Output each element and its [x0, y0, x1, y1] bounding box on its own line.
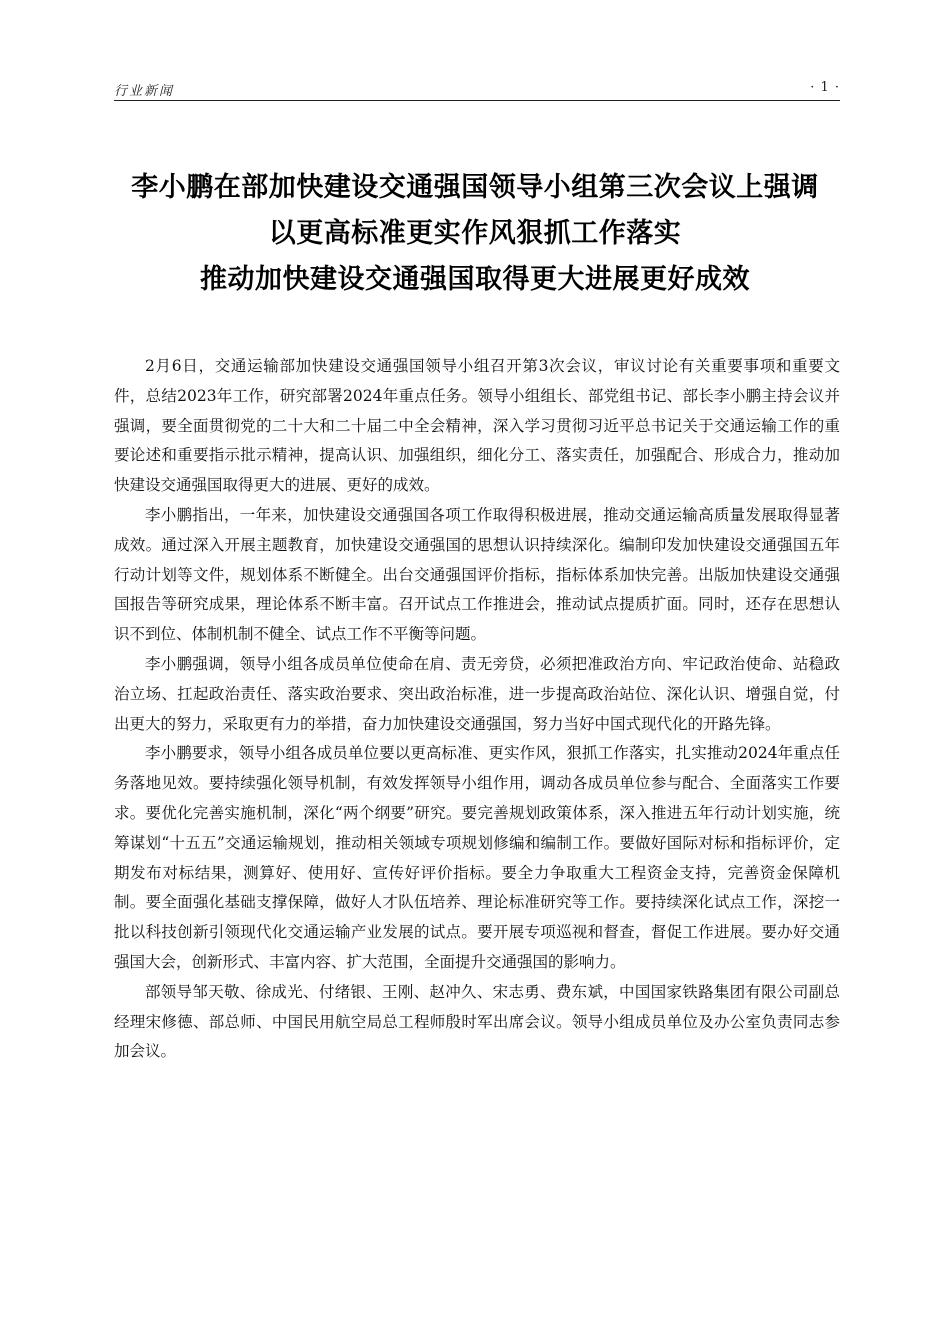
body-paragraph: 李小鹏强调，领导小组各成员单位使命在肩、责无旁贷，必须把准政治方向、牢记政治使命、站稳政治立场、扛起政治责任、落实政治要求、突出政治标准，进一步提高政治站位、深化认识、增强自觉，付出更大的努力，采取更有力的举措，奋力加快建设交通强国，努力当好中国式现代化的开路先锋。 — [114, 654, 840, 733]
body-paragraph: 李小鹏指出，一年来，加快建设交通强国各项工作取得积极进展，推动交通运输高质量发展取得显著成效。通过深入开展主题教育，加快建设交通强国的思想认识持续深化。编制印发加快建设交通强国五年行动计划等文件，规划体系不断健全。出台交通强国评价指标，指标体系加快完善。出版加快建设交通强国报告等研究成果，理论体系不断丰富。召开试点工作推进会，推动试点提质扩面。同时，还存在思想认识不到位、体制机制不健全、试点工作不平衡等问题。 — [114, 505, 840, 644]
body-paragraph: 2月6日，交通运输部加快建设交通强国领导小组召开第3次会议，审议讨论有关重要事项和重要文件，总结2023年工作，研究部署2024年重点任务。领导小组组长、部党组书记、部长李小鹏主持会议并强调，要全面贯彻党的二十大和二十届二中全会精神，深入学习贯彻习近平总书记关于交通运输工作的重要论述和重要指示批示精神，提高认识、加强组织，细化分工、落实责任，加强配合、形成合力，推动加快建设交通强国取得更大的进展、更好的成效。 — [114, 357, 840, 495]
running-header — [114, 78, 840, 101]
body-paragraph: 李小鹏要求，领导小组各成员单位要以更高标准、更实作风，狠抓工作落实，扎实推动2024年重点任务落地见效。要持续强化领导机制，有效发挥领导小组作用，调动各成员单位参与配合、全面落实工作要求。要优化完善实施机制，深化“两个纲要”研究。要完善规划政策体系，深入推进五年行动计划实施，统筹谋划“十五五”交通运输规划，推动相关领域专项规划修编和编制工作。要做好国际对标和指标评价，定期发布对标结果，测算好、使用好、宣传好评价指标。要全力争取重大工程资金支持，完善资金保障机制。要全面强化基础支撑保障，做好人才队伍培养、理论标准研究等工作。要持续深化试点工作，深挖一批以科技创新引领现代化交通运输产业发展的试点。要开展专项巡视和督查，督促工作进展。要办好交通强国大会，创新形式、丰富内容、扩大范围，全面提升交通强国的影响力。 — [114, 744, 840, 971]
title-line-3: 推动加快建设交通强国取得更大进展更好成效 — [200, 264, 750, 295]
article-body — [114, 352, 840, 1067]
section-label: 行业新闻 — [114, 84, 175, 99]
article-title — [90, 165, 860, 303]
page-number: · 1 · — [810, 80, 840, 95]
title-line-1: 李小鹏在部加快建设交通强国领导小组第三次会议上强调 — [131, 172, 819, 203]
title-line-2: 以更高标准更实作风狠抓工作落实 — [268, 218, 682, 249]
body-paragraph: 部领导邹天敬、徐成光、付绪银、王刚、赵冲久、宋志勇、费东斌，中国国家铁路集团有限公司副总经理宋修德、部总师、中国民用航空局总工程师殷时军出席会议。领导小组成员单位及办公室负责同志参加会议。 — [114, 982, 840, 1061]
